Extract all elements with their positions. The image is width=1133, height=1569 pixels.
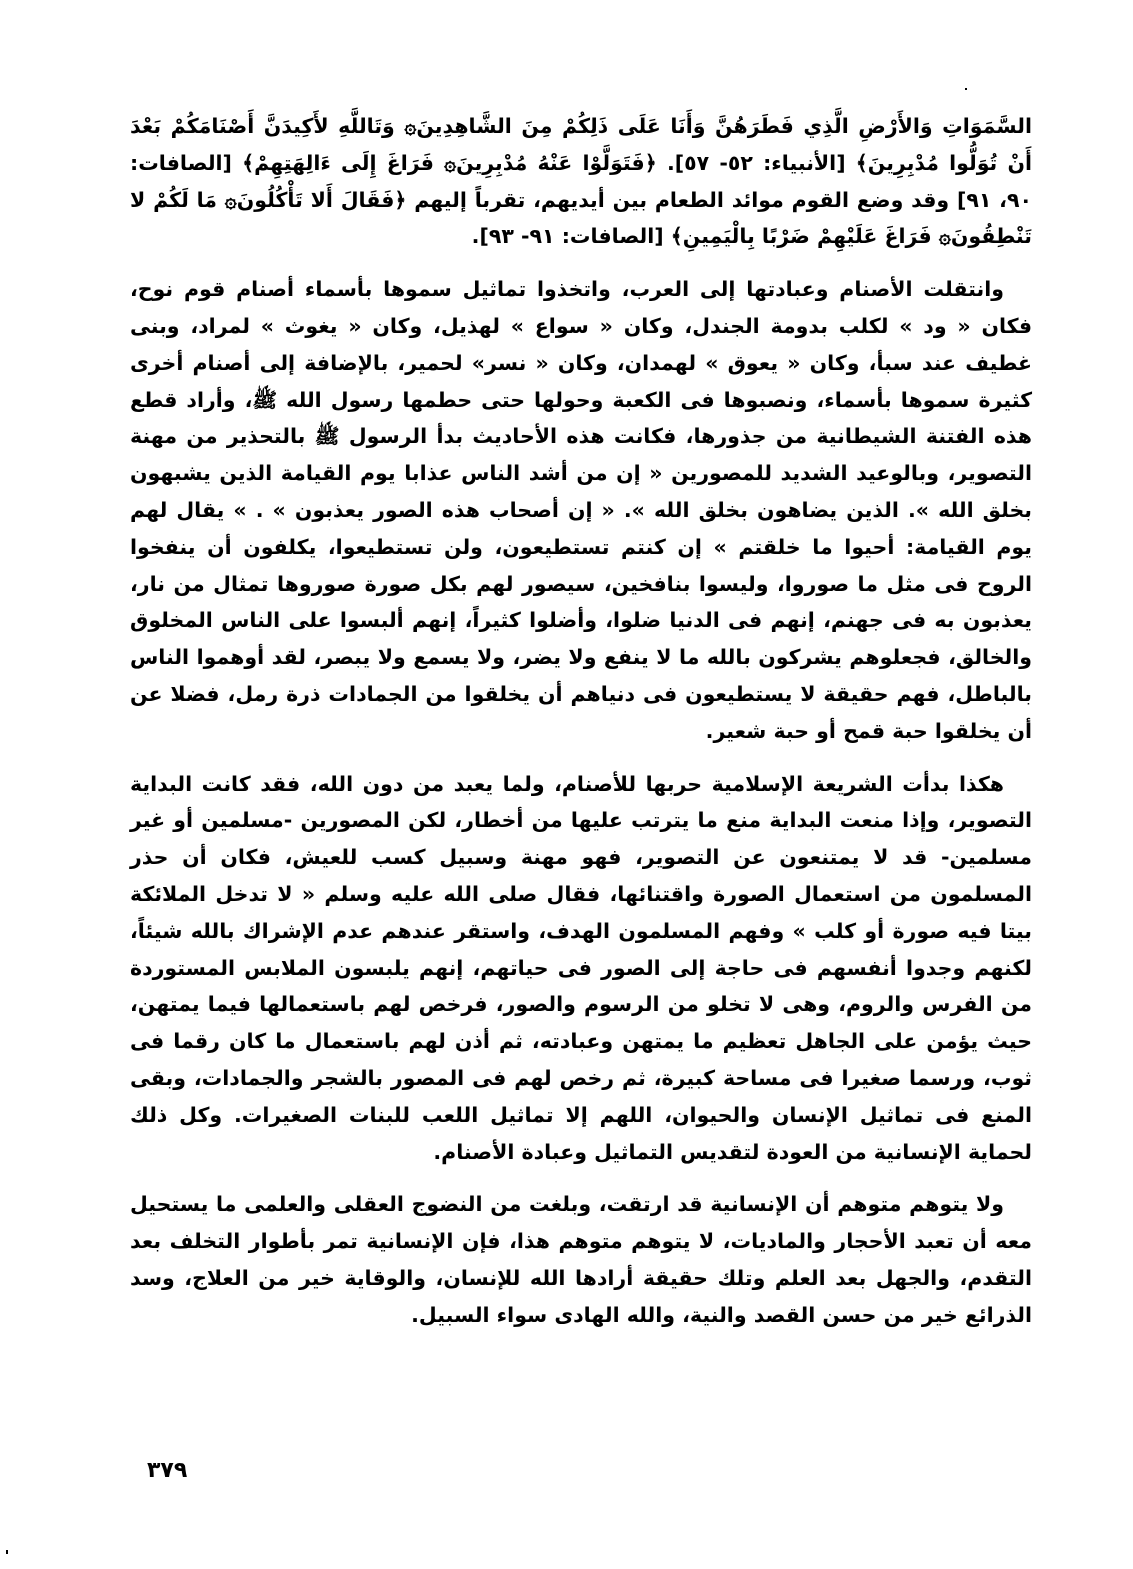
paragraph-sharia-war-on-idols: هكذا بدأت الشريعة الإسلامية حربها للأصنام، ولما يعبد من دون الله، فقد كانت البداية التصوير، وإذا منعت البداية منع ما يترتب عليها من أخطار، لكن المصورين -مسلمين أو غير مسلمين- قد لا يمتنعون عن التصوير، فهو مهنة وسبيل كسب للعيش، فكان أن حذر المسلمون من استعمال الصورة واقتنائها، فقال صلى الله عليه وسلم « لا تدخل الملائكة بيتا فيه صورة أو كلب » وفهم المسلمون الهدف، واستقر عندهم عدم الإشراك بالله شيئاً، لكنهم وجدوا أنفسهم فى حاجة إلى الصور فى حياتهم، إنهم يلبسون الملابس المستوردة من الفرس والروم، وهى لا تخلو من الرسوم والصور، فرخص لهم باستعمالها فيما يمتهن، حيث يؤمن على الجاهل تعظيم ما يمتهن وعبادته، ثم أذن لهم باستعمال ما كان رقما فى ثوب، ورسما صغيرا فى مساحة كبيرة، ثم رخص لهم فى المصور بالشجر والجمادات، وبقى المنع فى تماثيل الإنسان والحيوان، اللهم إلا تماثيل اللعب للبنات الصغيرات. وكل ذلك لحماية الإنسانية من العودة لتقديس التماثيل وعبادة الأصنام.: [130, 771, 1032, 1164]
page-number: ٣٧٩: [147, 1458, 188, 1483]
paragraph-quran-verses: السَّمَوَاتِ وَالأَرْضِ الَّذِي فَطَرَهُنَّ وَأَنَا عَلَى ذَلِكُمْ مِنَ الشَّاهِدِينَ۞ وَتَاللَّهِ لأَكِيدَنَّ أَصْنَامَكُمْ بَعْدَ أَنْ تُوَلُّوا مُدْبِرِينَ﴾ [الأنبياء: ٥٢- ٥٧]. ﴿فَتَوَلَّوْا عَنْهُ مُدْبِرِينَ۞ فَرَاغَ إِلَى ءَالِهَتِهِمْ﴾ [الصافات: ٩٠، ٩١] وقد وضع القوم موائد الطعام بين أيديهم، تقرباً إليهم ﴿فَقَالَ أَلا تَأْكُلُونَ۞ مَا لَكُمْ لا تَنْطِقُونَ۞ فَرَاغَ عَلَيْهِمْ ضَرْبًا بِالْيَمِينِ﴾ [الصافات: ٩١- ٩٣].: [130, 114, 1032, 249]
page-body: [130, 108, 1032, 1350]
scan-speck: [965, 88, 967, 90]
paragraph-idols-arabs: وانتقلت الأصنام وعبادتها إلى العرب، واتخذوا تماثيل سموها بأسماء أصنام قوم نوح، فكان « ود » لكلب بدومة الجندل، وكان « سواع » لهذيل، وكان « يغوث » لمراد، وبنى غطيف عند سبأ، وكان « يعوق » لهمدان، وكان « نسر» لحمير، بالإضافة إلى أصنام أخرى كثيرة سموها بأسماء، ونصبوها فى الكعبة وحولها حتى حطمها رسول الله ﷺ، وأراد قطع هذه الفتنة الشيطانية من جذورها، فكانت هذه الأحاديث بدأ الرسول ﷺ بالتحذير من مهنة التصوير، وبالوعيد الشديد للمصورين « إن من أشد الناس عذابا يوم القيامة الذين يشبهون بخلق الله ». الذين يضاهون بخلق الله ». « إن أصحاب هذه الصور يعذبون » . » يقال لهم يوم القيامة: أحيوا ما خلقتم » إن كنتم تستطيعون، ولن تستطيعوا، يكلفون أن ينفخوا الروح فى مثل ما صوروا، وليسوا بنافخين، سيصور لهم بكل صورة صوروها تمثال من نار، يعذبون به فى جهنم، إنهم فى الدنيا ضلوا، وأضلوا كثيراً، إنهم ألبسوا على الناس المخلوق والخالق، فجعلوهم يشركون بالله ما لا ينفع ولا يضر، ولا يسمع ولا يبصر، لقد أوهموا الناس بالباطل، فهم حقيقة لا يستطيعون فى دنياهم أن يخلقوا من الجمادات ذرة رمل، فضلا عن أن يخلقوا حبة قمح أو حبة شعير.: [130, 277, 1032, 743]
paragraph-conclusion: ولا يتوهم متوهم أن الإنسانية قد ارتقت، وبلغت من النضوج العقلى والعلمى ما يستحيل معه أن تعبد الأحجار والماديات، لا يتوهم متوهم هذا، فإن الإنسانية تمر بأطوار التخلف بعد التقدم، والجهل بعد العلم وتلك حقيقة أرادها الله للإنسان، والوقاية خير من العلاج، وسد الذرائع خير من حسن القصد والنية، والله الهادى سواء السبيل.: [130, 1192, 1032, 1327]
scan-speck: [6, 1550, 8, 1554]
